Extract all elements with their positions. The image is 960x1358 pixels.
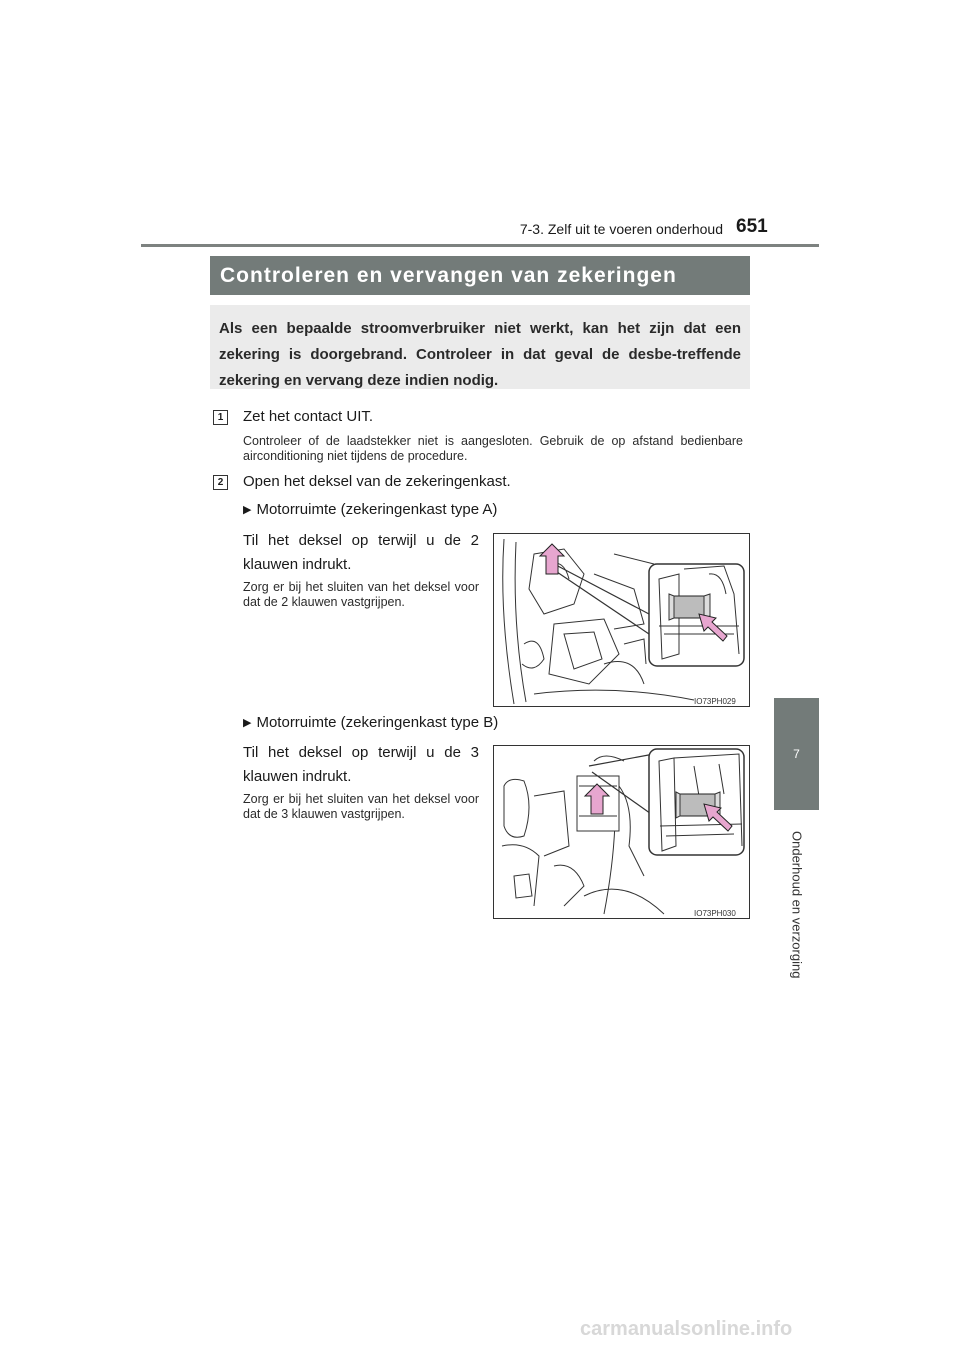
subsection-b-title-text: Motorruimte (zekeringenkast type B) [256,714,499,731]
intro-text: Als een bepaalde stroomverbruiker niet werkt, kan het zijn dat een zekering is doorgebrand. Controleer in dat geval de desbe-treffende zekering en vervang deze indien nodig. [219,320,741,389]
step-1-text: Zet het contact UIT. [243,408,374,425]
subsection-b-note: Zorg er bij het sluiten van het deksel voor dat de 3 klauwen vastgrijpen. [243,792,479,821]
step-2-text: Open het deksel van de zekeringenkast. [243,473,511,490]
page-number: 651 [736,216,768,237]
step-number-1: 1 [213,410,228,425]
subsection-a-title [243,501,497,518]
chapter-breadcrumb: 7-3. Zelf uit te voeren onderhoud [519,221,723,237]
subsection-a-note: Zorg er bij het sluiten van het deksel voor dat de 2 klauwen vastgrijpen. [243,580,479,609]
chapter-tab-number: 7 [793,747,800,761]
figure-fusebox-type-b [493,745,750,919]
figure-b-code: IO73PH030 [694,909,736,918]
subsection-a-title-text: Motorruimte (zekeringenkast type A) [256,501,498,518]
engine-bay-illustration-b [494,746,750,919]
engine-bay-illustration-a [494,534,750,707]
subsection-b-title [243,714,498,731]
triangle-right-icon: ▶ [243,717,252,729]
figure-fusebox-type-a [493,533,750,707]
triangle-right-icon: ▶ [243,504,252,516]
subsection-a-instruction: Til het deksel op terwijl u de 2 klauwen indrukt. [243,532,479,573]
figure-a-code: IO73PH029 [694,697,736,706]
step-1-note: Controleer of de laadstekker niet is aangesloten. Gebruik de op afstand bedienbare airconditioning niet tijdens de procedure. [243,434,743,463]
watermark: carmanualsonline.info [580,1318,793,1340]
chapter-side-title-text: Onderhoud en verzorging [789,831,805,979]
chapter-tab[interactable] [774,698,819,810]
step-number-2: 2 [213,475,228,490]
chapter-side-title [773,820,821,990]
header-divider [141,244,819,247]
subsection-b-instruction: Til het deksel op terwijl u de 3 klauwen indrukt. [243,744,479,785]
section-heading [210,256,750,295]
section-title: Controleren en vervangen van zekeringen [220,263,677,287]
intro-box [210,305,750,389]
